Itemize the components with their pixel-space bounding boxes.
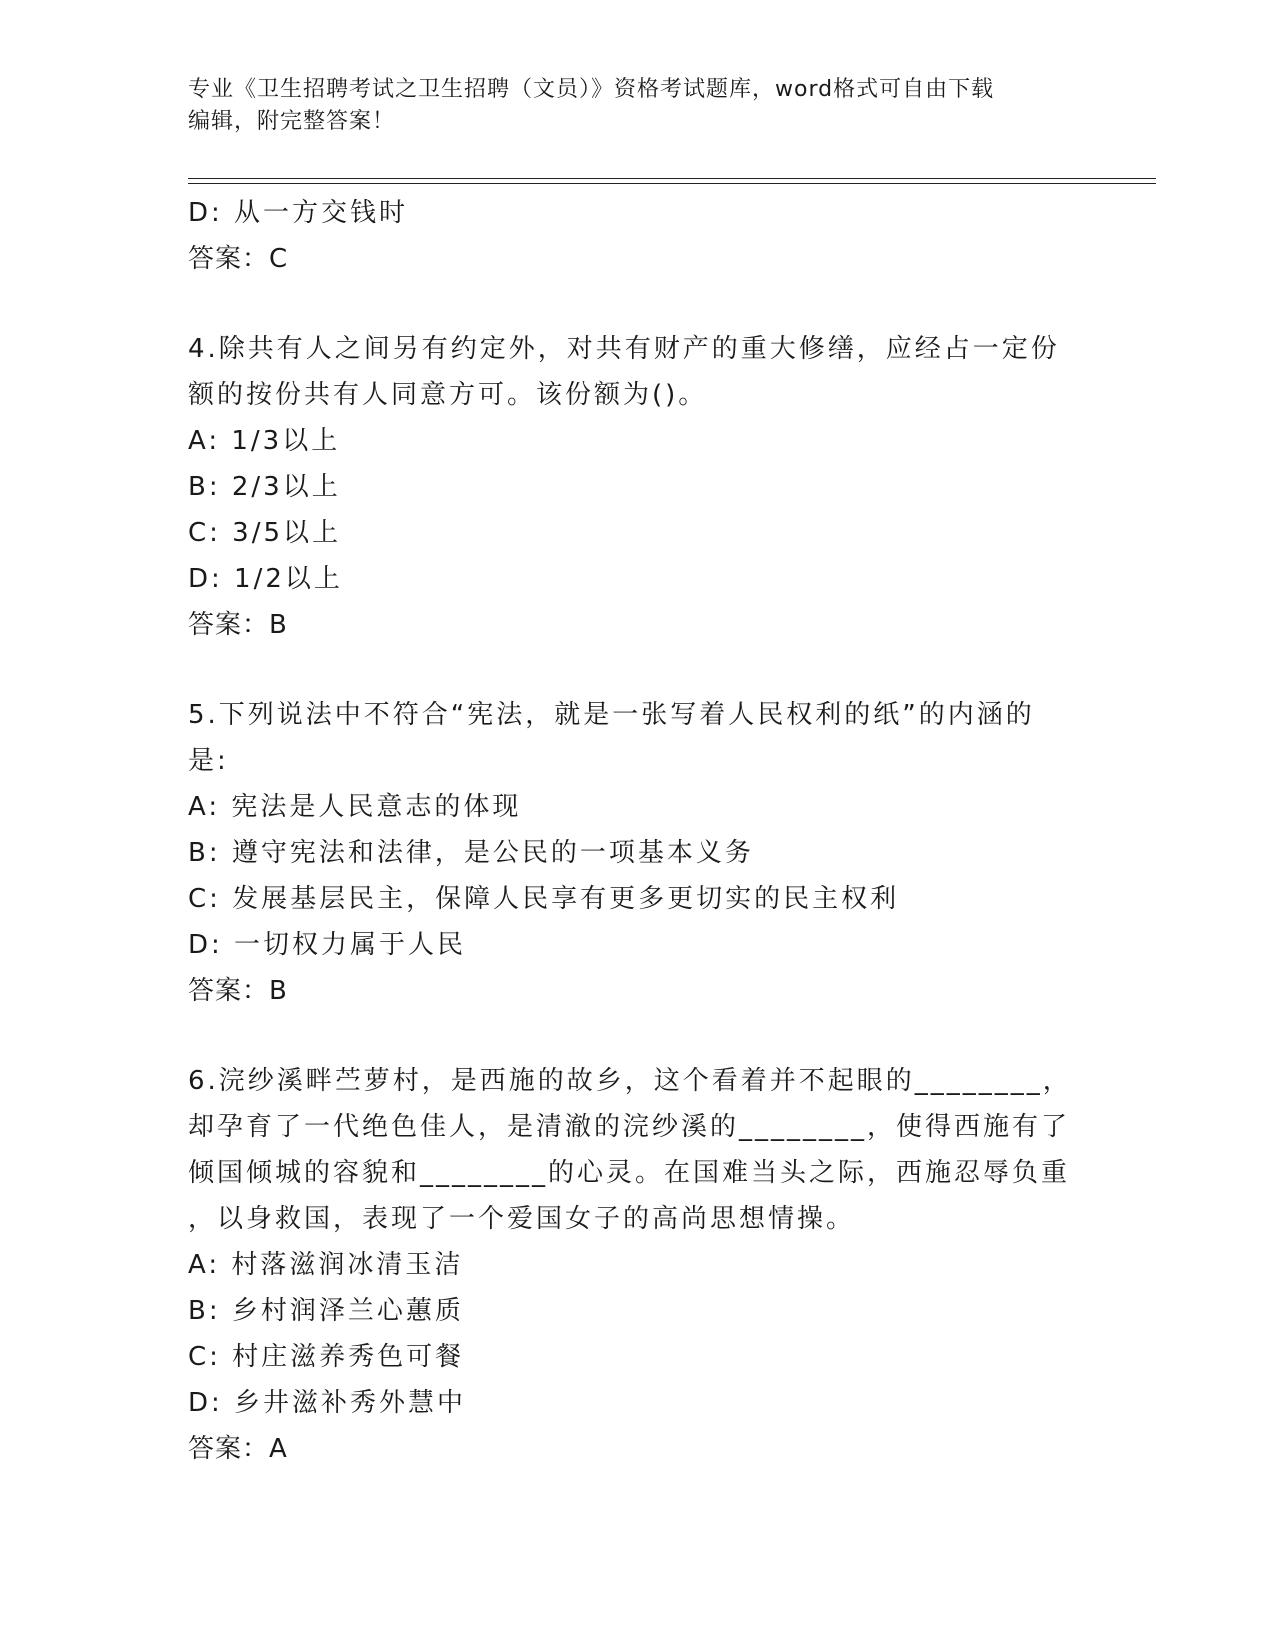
option-b: B: 乡村润泽兰心蕙质 <box>188 1296 464 1326</box>
question-stem: 却孕育了一代绝色佳人，是清澈的浣纱溪的________，使得西施有了 <box>188 1112 1071 1142</box>
question-4 <box>188 326 1088 648</box>
option-d: D: 从一方交钱时 <box>188 198 409 228</box>
header-line-1: 专业《卫生招聘考试之卫生招聘（文员）》资格考试题库，word格式可自由下载 <box>188 77 995 102</box>
answer-line: 答案：B <box>188 976 288 1006</box>
header-divider-bottom <box>188 183 1156 184</box>
option-d: D: 乡井滋补秀外慧中 <box>188 1388 467 1418</box>
question-3 <box>188 190 1088 282</box>
answer-line: 答案：B <box>188 610 288 640</box>
option-a: A: 村落滋润冰清玉洁 <box>188 1250 464 1280</box>
option-a: A: 1/3以上 <box>188 426 341 456</box>
question-stem: ，以身救国，表现了一个爱国女子的高尚思想情操。 <box>188 1204 856 1234</box>
option-d: D: 1/2以上 <box>188 564 343 594</box>
header-line-2: 编辑，附完整答案！ <box>188 109 396 134</box>
answer-line: 答案：C <box>188 244 289 274</box>
header-divider-top <box>188 178 1156 179</box>
option-a: A: 宪法是人民意志的体现 <box>188 792 522 822</box>
option-b: B: 2/3以上 <box>188 472 341 502</box>
page-header <box>188 74 1088 138</box>
answer-line: 答案：A <box>188 1434 288 1464</box>
question-5 <box>188 692 1088 1014</box>
option-c: C: 村庄滋养秀色可餐 <box>188 1342 465 1372</box>
question-stem: 倾国倾城的容貌和________的心灵。在国难当头之际，西施忍辱负重 <box>188 1158 1071 1188</box>
option-b: B: 遵守宪法和法律，是公民的一项基本义务 <box>188 838 754 868</box>
option-c: C: 3/5以上 <box>188 518 342 548</box>
question-stem: 4.除共有人之间另有约定外，对共有财产的重大修缮，应经占一定份 <box>188 334 1060 364</box>
option-c: C: 发展基层民主，保障人民享有更多更切实的民主权利 <box>188 884 900 914</box>
question-stem: 5.下列说法中不符合“宪法，就是一张写着人民权利的纸”的内涵的 <box>188 700 1035 730</box>
question-6 <box>188 1058 1088 1472</box>
question-stem: 额的按份共有人同意方可。该份额为()。 <box>188 380 708 410</box>
option-d: D: 一切权力属于人民 <box>188 930 467 960</box>
question-stem: 6.浣纱溪畔苎萝村，是西施的故乡，这个看着并不起眼的________， <box>188 1066 1072 1096</box>
question-list <box>188 190 1088 1472</box>
question-stem: 是: <box>188 746 229 776</box>
